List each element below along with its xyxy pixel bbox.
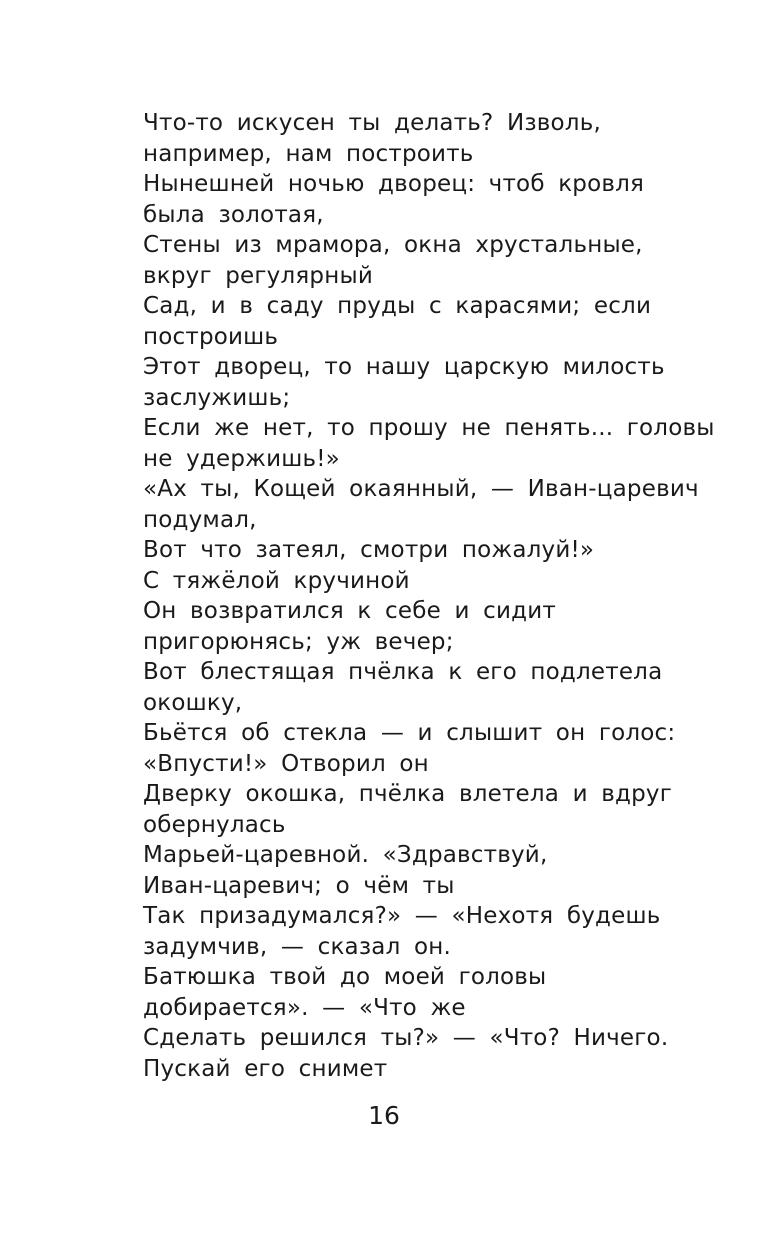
text-line: Так призадумался?» — «Нехотя будешь [143, 903, 661, 929]
text-line: заслужишь; [143, 384, 291, 411]
text-line: например, нам построить [143, 140, 474, 167]
text-line: обернулась [143, 811, 286, 838]
text-line: окошку, [143, 689, 243, 716]
text-line: Дверку окошка, пчёлка влетела и вдруг [143, 781, 673, 807]
text-line: Иван-царевич; о чём ты [143, 872, 455, 899]
text-line: была золотая, [143, 201, 324, 228]
text-line: «Впусти!» Отворил он [143, 750, 429, 777]
text-line: «Ах ты, Кощей окаянный, — Иван-царевич [143, 476, 699, 502]
text-line: Нынешней ночью дворец: чтоб кровля [143, 171, 645, 197]
text-line: добирается». — «Что же [143, 994, 466, 1021]
text-line: Батюшка твой до моей головы [143, 964, 547, 990]
text-line: Бьётся об стекла — и слышит он голос: [143, 720, 676, 746]
text-line: Что-то искусен ты делать? Изволь, [143, 110, 601, 136]
text-line: Пускай его снимет [143, 1055, 388, 1082]
text-line: Сделать решился ты?» — «Что? Ничего. [143, 1025, 669, 1051]
text-line: подумал, [143, 506, 257, 533]
text-line: Он возвратился к себе и сидит [143, 598, 556, 624]
text-line: задумчив, — сказал он. [143, 933, 452, 960]
text-line: Если же нет, то прошу не пенять... головы [143, 415, 715, 441]
text-line: Вот что затеял, смотри пожалуй!» [143, 537, 595, 563]
text-line: Сад, и в саду пруды с карасями; если [143, 293, 652, 319]
text-line: Марьей-царевной. «Здравствуй, [143, 842, 548, 868]
text-line: не удержишь!» [143, 445, 340, 472]
text-line: Вот блестящая пчёлка к его подлетела [143, 659, 663, 685]
text-line: построишь [143, 323, 279, 350]
text-line: вкруг регулярный [143, 262, 373, 289]
text-line: С тяжёлой кручиной [143, 567, 410, 594]
text-line: пригорюнясь; уж вечер; [143, 628, 454, 655]
page-number: 16 [368, 1101, 400, 1130]
poem-text [143, 108, 715, 1084]
text-line: Стены из мрамора, окна хрустальные, [143, 232, 643, 258]
text-line: Этот дворец, то нашу царскую милость [143, 354, 665, 380]
